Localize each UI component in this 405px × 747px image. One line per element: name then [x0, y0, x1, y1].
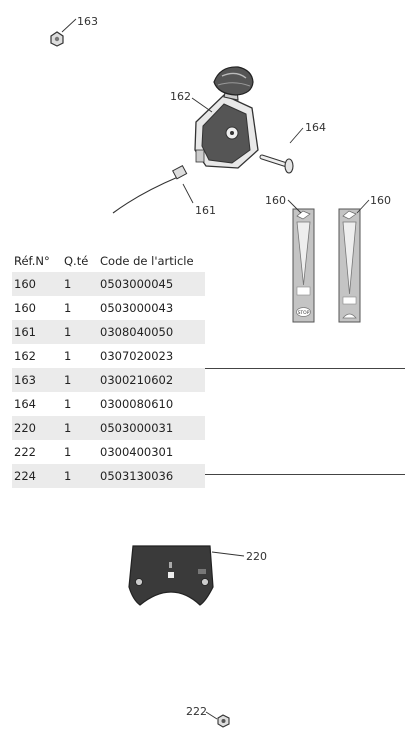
table-row: [12, 392, 205, 416]
table-row: [12, 464, 205, 488]
leader-162: [192, 98, 212, 112]
cell-ref: 161: [12, 320, 62, 344]
leader-163: [62, 19, 76, 32]
callout-220: 220: [246, 550, 267, 563]
cell-code: 0300210602: [98, 368, 205, 392]
table-row: [12, 416, 205, 440]
leader-160-right: [357, 200, 369, 213]
callout-164: 164: [305, 121, 326, 134]
cell-qty: 1: [62, 272, 98, 296]
cell-ref: 222: [14, 445, 36, 459]
divider-lower: [205, 474, 405, 475]
part-160-decal-right: [339, 209, 360, 322]
callout-163: 163: [77, 15, 98, 28]
part-220-plate: [129, 546, 213, 605]
cell-code: 0300400301: [100, 445, 174, 459]
table-row: [12, 296, 205, 320]
divider-upper: [205, 368, 405, 369]
cell-qty: 1: [64, 349, 72, 363]
header-ref: Réf.N°: [14, 254, 50, 268]
part-164-pin: [262, 157, 293, 173]
cell-ref: 164: [14, 397, 36, 411]
cell-ref: 224: [12, 464, 62, 488]
callout-222: 222: [186, 705, 207, 718]
cell-code: 0503130036: [98, 464, 205, 488]
leader-220: [212, 552, 244, 556]
cell-code: 0503000043: [100, 301, 174, 315]
cell-qty: 1: [62, 416, 98, 440]
callout-160-right: 160: [370, 194, 391, 207]
table-row: [12, 344, 205, 368]
cell-code: 0300080610: [100, 397, 174, 411]
part-163-nut: [51, 32, 63, 46]
callout-162: 162: [170, 90, 191, 103]
part-222-nut: [218, 715, 229, 727]
cell-code: 0503000045: [98, 272, 205, 296]
cell-code: 0503000031: [98, 416, 205, 440]
part-162-remote-control: [195, 67, 258, 168]
cell-ref: 220: [12, 416, 62, 440]
part-161-cable: [113, 166, 187, 213]
cell-qty: 1: [64, 445, 72, 459]
table-row: [12, 272, 205, 296]
cell-qty: 1: [62, 464, 98, 488]
cell-code: 0308040050: [98, 320, 205, 344]
header-code: Code de l'article: [100, 254, 194, 268]
callout-160-left: 160: [265, 194, 286, 207]
header-qty: Q.té: [64, 254, 89, 268]
cell-ref: 163: [12, 368, 62, 392]
leader-222: [206, 712, 217, 719]
cell-qty: 1: [64, 397, 72, 411]
parts-table: [12, 250, 205, 488]
callout-161: 161: [195, 204, 216, 217]
cell-qty: 1: [62, 320, 98, 344]
leader-164: [290, 128, 303, 143]
table-row: [12, 368, 205, 392]
cell-ref: 160: [14, 301, 36, 315]
leader-161: [183, 184, 193, 203]
cell-ref: 160: [12, 272, 62, 296]
part-160-decal-left: [293, 209, 314, 322]
cell-ref: 162: [14, 349, 36, 363]
table-header-row: [12, 250, 205, 272]
cell-code: 0307020023: [100, 349, 174, 363]
stop-label: STOP: [297, 311, 310, 316]
cell-qty: 1: [64, 301, 72, 315]
table-row: [12, 320, 205, 344]
cell-qty: 1: [62, 368, 98, 392]
table-row: [12, 440, 205, 464]
